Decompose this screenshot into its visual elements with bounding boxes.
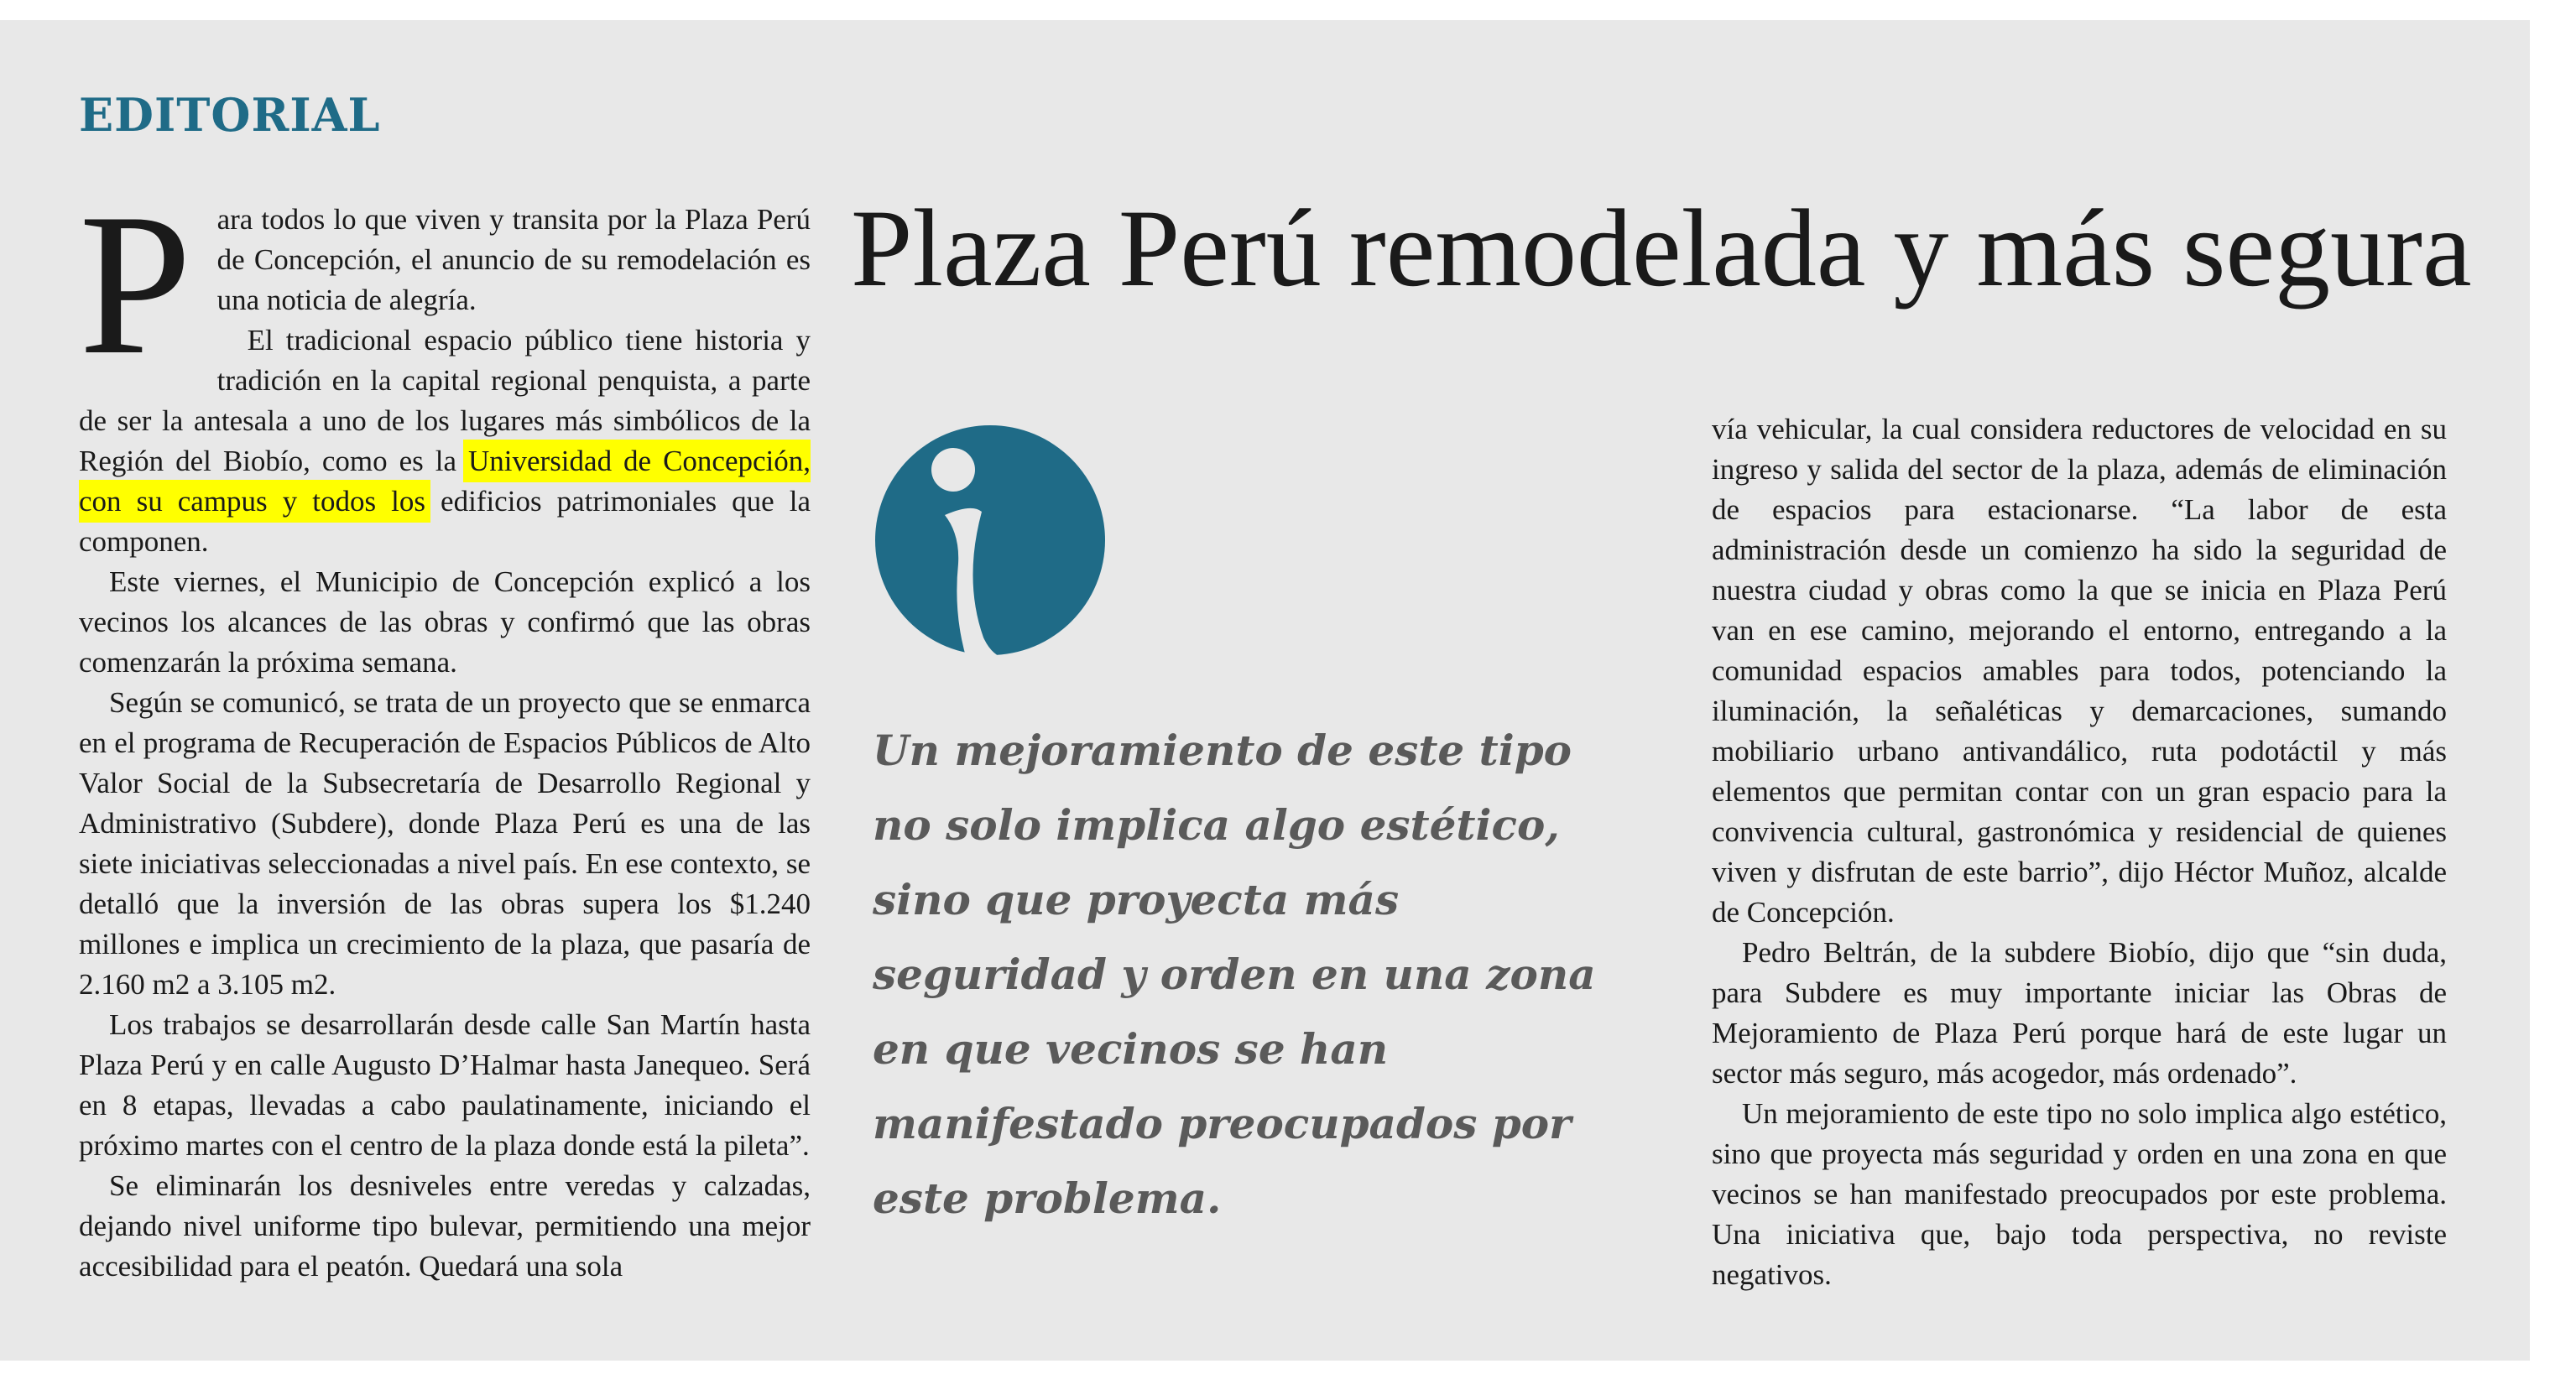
newspaper-page — [0, 20, 2530, 1361]
paragraph-4: Según se comunicó, se trata de un proyecto que se enmarca en el programa de Recuperación de Espacios Públicos de Alto Valor Social de la Subsecretaría de Desarrollo Regional y Administrativo (Subdere), donde Plaza Perú es una de las siete iniciativas seleccionadas a nivel país. En ese contexto, se detalló que la inversión de las obras supera los $1.240 millones e implica un crecimiento de la plaza, que pasaría de 2.160 m2 a 3.105 m2. — [79, 686, 811, 1001]
paragraph-3: Este viernes, el Municipio de Concepción explicó a los vecinos los alcances de las obras y confirmó que las obras comenzarán la próxima semana. — [79, 565, 811, 679]
paragraph-9: Un mejoramiento de este tipo no solo implica algo estético, sino que proyecta más seguridad y orden en una zona en que vecinos se han manifestado preocupados por este problema. Una iniciativa que, bajo toda perspectiva, no reviste negativos. — [1712, 1097, 2447, 1291]
paragraph-5: Los trabajos se desarrollarán desde calle San Martín hasta Plaza Perú y en calle Augusto D’Halmar hasta Janequeo. Será en 8 etapas, llevadas a cabo paulatinamente, iniciando el próximo martes con el centro de la plaza donde está la pileta”. — [79, 1008, 811, 1162]
article-column-1 — [79, 172, 811, 1287]
highlighted-text: Universidad de Concepción, con su campus y todos los — [79, 445, 811, 518]
paragraph-7: vía vehicular, la cual considera reductores de velocidad en su ingreso y salida del sector de la plaza, además de eliminación de espacios para estacionarse. “La labor de esta administración desde un comienzo ha sido la seguridad de nuestra ciudad y obras como la que se inicia en Plaza Perú van en ese camino, mejorando el entorno, entregando a la comunidad espacios amables para todos, potenciando la iluminación, la señaléticas y demarcaciones, sumando mobiliario urbano antivandálico, ruta podotáctil y más elementos que permitan contar con un gran espacio para la convivencia cultural, gastronómica y residencial de quienes viven y disfrutan de este barrio”, dijo Héctor Muñoz, alcalde de Concepción. — [1712, 413, 2447, 929]
paragraph-1: ara todos lo que viven y transita por la Plaza Perú de Concepción, el anuncio de su remodelación es una noticia de alegría. — [216, 203, 811, 316]
headline: Plaza Perú remodelada y más segura — [851, 186, 2472, 310]
drop-cap: P — [79, 172, 192, 397]
section-label: EDITORIAL — [79, 88, 381, 142]
info-i-logo-icon — [873, 421, 1108, 659]
paragraph-6: Se eliminarán los desniveles entre veredas y calzadas, dejando nivel uniforme tipo bulevar, permitiendo una mejor accesibilidad para el peatón. Quedará una sola — [79, 1169, 811, 1283]
article-column-3 — [1712, 409, 2447, 1295]
paragraph-2-tail: edificios patrimoniales que la componen. — [79, 485, 811, 558]
paragraph-2-text: El tradicional espacio público tiene historia y tradición en la capital regional penquista, a parte de ser la antesala a uno de los lugares más simbólicos de la Región del Biobío, como es la — [79, 324, 811, 477]
logo-circle — [875, 425, 1105, 655]
logo-dot — [931, 448, 975, 492]
paragraph-8: Pedro Beltrán, de la subdere Biobío, dijo que “sin duda, para Subdere es muy importante iniciar las Obras de Mejoramiento de Plaza Perú porque hará de este lugar un sector más seguro, más acogedor, más ordenado”. — [1712, 936, 2447, 1090]
pull-quote: Un mejoramiento de este tipo no solo implica algo estético, sino que proyecta más seguridad y orden en una zona en que vecinos se han manifestado preocupados por este problema. — [873, 726, 1596, 1223]
